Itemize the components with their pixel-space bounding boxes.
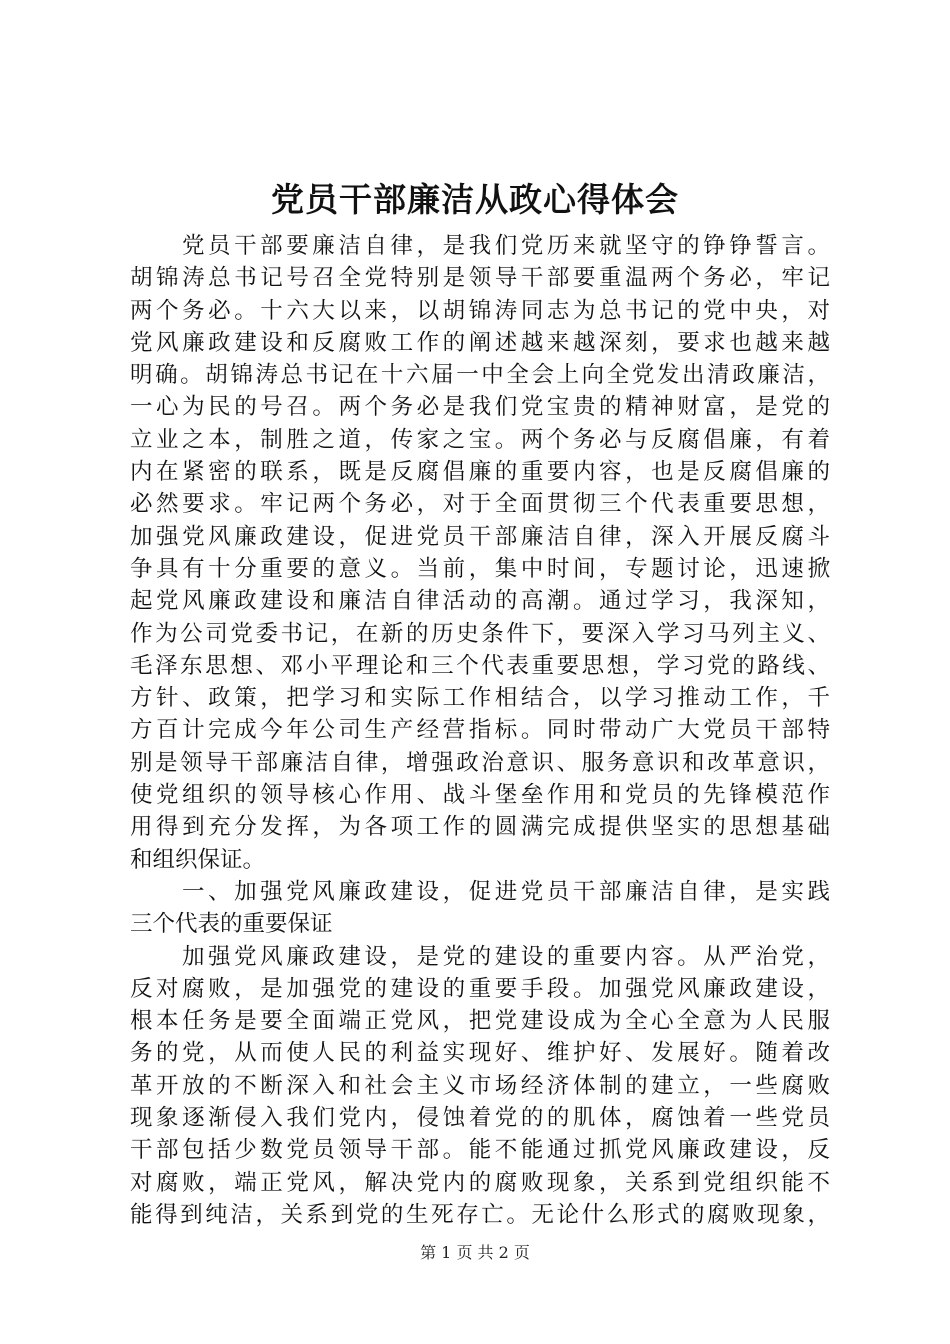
paragraph-line: 用得到充分发挥，为各项工作的圆满完成提供坚实的思想基础: [130, 814, 830, 841]
paragraph-line: 加强党风廉政建设，是党的建设的重要内容。从严治党，: [182, 943, 830, 970]
paragraph-line: 内在紧密的联系，既是反腐倡廉的重要内容，也是反腐倡廉的: [130, 459, 830, 486]
section-heading-line: 一、加强党风廉政建设，促进党员干部廉洁自律，是实践: [182, 878, 830, 905]
paragraph-line: 争具有十分重要的意义。当前，集中时间，专题讨论，迅速掀: [130, 555, 830, 582]
paragraph-line: 必然要求。牢记两个务必，对于全面贯彻三个代表重要思想，: [130, 491, 830, 518]
paragraph-line: 两个务必。十六大以来，以胡锦涛同志为总书记的党中央，对: [130, 297, 830, 324]
section-heading-line: 三个代表的重要保证: [130, 911, 333, 938]
paragraph-line: 务的党，从而使人民的利益实现好、维护好、发展好。随着改: [130, 1040, 830, 1067]
paragraph-line: 胡锦涛总书记号召全党特别是领导干部要重温两个务必，牢记: [130, 265, 830, 292]
paragraph-line: 毛泽东思想、邓小平理论和三个代表重要思想，学习党的路线、: [130, 652, 830, 679]
paragraph-line: 根本任务是要全面端正党风，把党建设成为全心全意为人民服: [130, 1008, 830, 1035]
document-body: [130, 230, 830, 1231]
paragraph-line: 党员干部要廉洁自律，是我们党历来就坚守的铮铮誓言。: [182, 233, 830, 259]
document-title: 党员干部廉洁从政心得体会: [271, 180, 679, 219]
paragraph-line: 方针、政策，把学习和实际工作相结合，以学习推动工作，千: [130, 685, 830, 712]
paragraph-line: 作为公司党委书记，在新的历史条件下，要深入学习马列主义、: [130, 620, 830, 647]
paragraph-line: 反对腐败，是加强党的建设的重要手段。加强党风廉政建设，: [130, 975, 830, 1002]
page-number-footer: 第 1 页 共 2 页: [420, 1243, 530, 1262]
paragraph-line: 干部包括少数党员领导干部。能不能通过抓党风廉政建设，反: [130, 1137, 830, 1164]
paragraph-line: 现象逐渐侵入我们党内，侵蚀着党的的肌体，腐蚀着一些党员: [130, 1105, 830, 1132]
paragraph-line: 党风廉政建设和反腐败工作的阐述越来越深刻，要求也越来越: [130, 329, 830, 356]
paragraph-line: 使党组织的领导核心作用、战斗堡垒作用和党员的先锋模范作: [130, 782, 830, 809]
paragraph-line: 一心为民的号召。两个务必是我们党宝贵的精神财富，是党的: [130, 394, 830, 421]
paragraph-line: 对腐败，端正党风，解决党内的腐败现象，关系到党组织能不: [130, 1169, 830, 1196]
paragraph-line: 明确。胡锦涛总书记在十六届一中全会上向全党发出清政廉洁，: [130, 362, 830, 389]
paragraph-line: 和组织保证。: [130, 846, 266, 873]
paragraph-line: 起党风廉政建设和廉洁自律活动的高潮。通过学习，我深知，: [130, 588, 830, 615]
paragraph-line: 能得到纯洁，关系到党的生死存亡。无论什么形式的腐败现象，: [130, 1201, 830, 1228]
paragraph-line: 加强党风廉政建设，促进党员干部廉洁自律，深入开展反腐斗: [130, 523, 830, 550]
paragraph-line: 别是领导干部廉洁自律，增强政治意识、服务意识和改革意识，: [130, 749, 830, 776]
paragraph-line: 立业之本，制胜之道，传家之宝。两个务必与反腐倡廉，有着: [130, 426, 830, 453]
paragraph-line: 方百计完成今年公司生产经营指标。同时带动广大党员干部特: [130, 717, 830, 744]
paragraph-line: 革开放的不断深入和社会主义市场经济体制的建立，一些腐败: [130, 1072, 830, 1099]
